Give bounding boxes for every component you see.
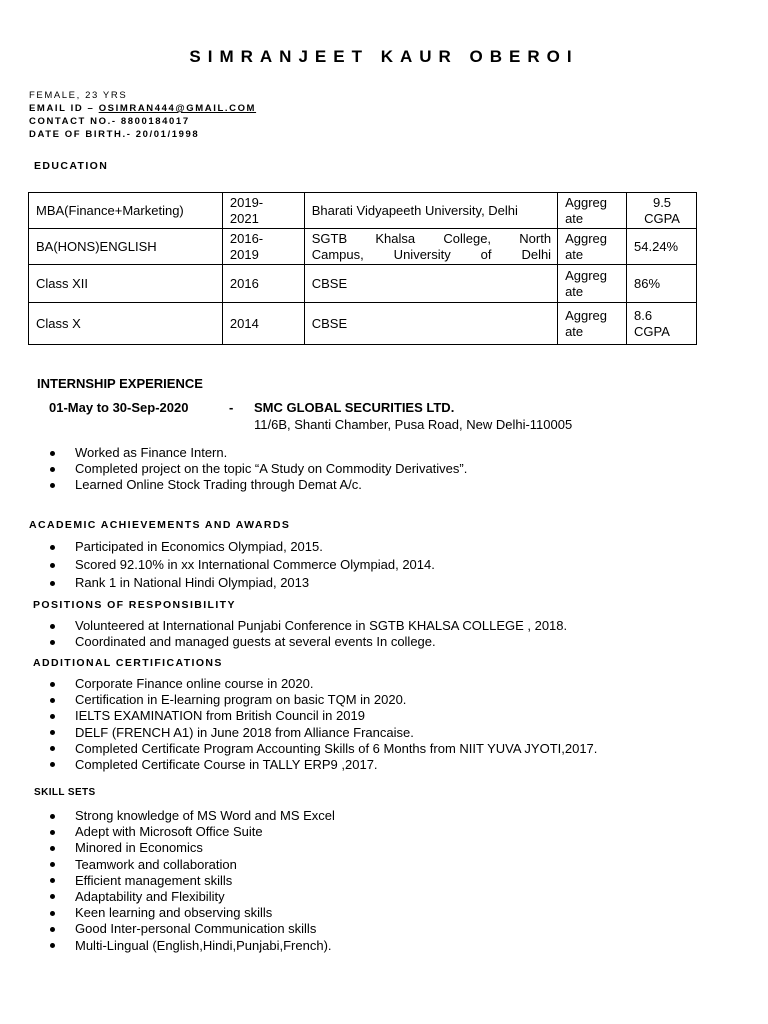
skills-points	[50, 808, 335, 954]
education-type-cell: Aggreg ate	[558, 229, 627, 265]
list-item: Good Inter-personal Communication skills	[50, 921, 335, 937]
list-item: Completed Certificate Program Accounting Skills of 6 Months from NIIT YUVA JYOTI,2017.	[50, 741, 597, 757]
list-item: Completed Certificate Course in TALLY ERP9 ,2017.	[50, 757, 597, 773]
internship-heading: INTERNSHIP EXPERIENCE	[37, 376, 203, 391]
list-item: Minored in Economics	[50, 840, 335, 856]
education-course-cell: BA(HONS)ENGLISH	[29, 229, 223, 265]
education-row	[29, 229, 697, 265]
education-years-cell: 2014	[222, 303, 304, 345]
contact-number: CONTACT NO.- 8800184017	[29, 116, 190, 127]
list-item: Volunteered at International Punjabi Conference in SGTB KHALSA COLLEGE , 2018.	[50, 618, 567, 634]
candidate-name: SIMRANJEET KAUR OBEROI	[189, 47, 579, 66]
education-course-cell: Class X	[29, 303, 223, 345]
education-row	[29, 193, 697, 229]
internship-line	[49, 400, 455, 415]
education-type-cell: Aggreg ate	[558, 265, 627, 303]
education-institute-cell: CBSE	[304, 265, 557, 303]
skills-heading: SKILL SETS	[34, 787, 96, 798]
education-institute-cell: SGTB Khalsa College, North Campus, University of Delhi	[304, 229, 557, 265]
list-item: Certification in E-learning program on basic TQM in 2020.	[50, 692, 597, 708]
education-score-cell: 8.6 CGPA	[627, 303, 697, 345]
email-line	[29, 102, 256, 115]
education-score-cell: 86%	[627, 265, 697, 303]
education-institute-cell: CBSE	[304, 303, 557, 345]
internship-company: SMC GLOBAL SECURITIES LTD.	[254, 400, 455, 415]
education-type-cell: Aggreg ate	[558, 193, 627, 229]
education-type-cell: Aggreg ate	[558, 303, 627, 345]
internship-points	[50, 445, 467, 494]
list-item: Efficient management skills	[50, 873, 335, 889]
date-of-birth: DATE OF BIRTH.- 20/01/1998	[29, 129, 200, 140]
list-item: Rank 1 in National Hindi Olympiad, 2013	[50, 575, 435, 593]
education-course-cell: MBA(Finance+Marketing)	[29, 193, 223, 229]
education-score-cell: 54.24%	[627, 229, 697, 265]
personal-info	[29, 89, 256, 141]
achievements-points	[50, 539, 435, 593]
list-item: Completed project on the topic “A Study on Commodity Derivatives”.	[50, 461, 467, 477]
certifications-points	[50, 676, 597, 773]
list-item: Teamwork and collaboration	[50, 857, 335, 873]
list-item: Multi-Lingual (English,Hindi,Punjabi,French).	[50, 938, 335, 954]
internship-address: 11/6B, Shanti Chamber, Pusa Road, New Delhi-110005	[254, 417, 573, 432]
email-link[interactable]: OSIMRAN444@GMAIL.COM	[98, 103, 257, 114]
certifications-heading: ADDITIONAL CERTIFICATIONS	[33, 657, 223, 669]
list-item: Adaptability and Flexibility	[50, 889, 335, 905]
gender-age: FEMALE, 23 YRS	[29, 90, 128, 101]
list-item: Worked as Finance Intern.	[50, 445, 467, 461]
positions-points	[50, 618, 567, 650]
education-row	[29, 265, 697, 303]
list-item: Coordinated and managed guests at several events In college.	[50, 634, 567, 650]
education-row	[29, 303, 697, 345]
internship-dash: -	[229, 400, 234, 415]
education-table	[28, 192, 697, 345]
list-item: Strong knowledge of MS Word and MS Excel	[50, 808, 335, 824]
list-item: Keen learning and observing skills	[50, 905, 335, 921]
education-years-cell: 2016	[222, 265, 304, 303]
email-label: EMAIL ID –	[29, 103, 99, 114]
education-institute-cell: Bharati Vidyapeeth University, Delhi	[304, 193, 557, 229]
education-years-cell: 2016- 2019	[222, 229, 304, 265]
education-score-cell: 9.5 CGPA	[627, 193, 697, 229]
list-item: Scored 92.10% in xx International Commerce Olympiad, 2014.	[50, 557, 435, 575]
positions-heading: POSITIONS OF RESPONSIBILITY	[33, 599, 236, 611]
list-item: Adept with Microsoft Office Suite	[50, 824, 335, 840]
achievements-heading: ACADEMIC ACHIEVEMENTS AND AWARDS	[29, 519, 291, 531]
education-course-cell: Class XII	[29, 265, 223, 303]
education-years-cell: 2019- 2021	[222, 193, 304, 229]
internship-period: 01-May to 30-Sep-2020	[49, 400, 189, 415]
list-item: DELF (FRENCH A1) in June 2018 from Alliance Francaise.	[50, 725, 597, 741]
education-heading: EDUCATION	[34, 160, 109, 172]
list-item: Participated in Economics Olympiad, 2015.	[50, 539, 435, 557]
list-item: Corporate Finance online course in 2020.	[50, 676, 597, 692]
list-item: Learned Online Stock Trading through Demat A/c.	[50, 477, 467, 493]
list-item: IELTS EXAMINATION from British Council in 2019	[50, 708, 597, 724]
